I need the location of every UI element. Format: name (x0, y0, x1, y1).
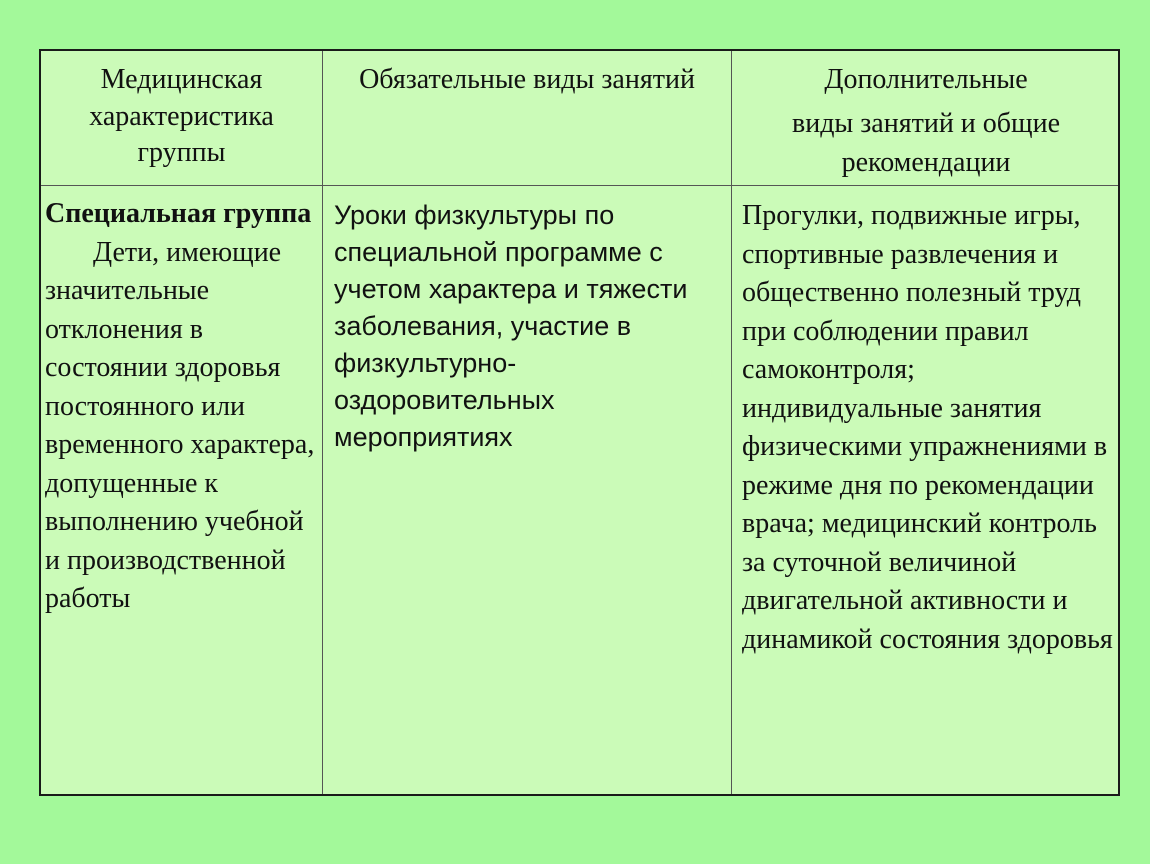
header-col3-line2: виды занятий и общие (791, 108, 1061, 139)
cell-mandatory-activities: Уроки физкультуры по специальной программе с учетом характера и тяжести заболевания, участие в физкультурно-оздоровительных мероприятиях (334, 200, 688, 452)
header-divider (41, 185, 1118, 186)
header-col3-line3: рекомендации (841, 147, 1011, 178)
column-divider-1 (322, 51, 323, 794)
cell-additional-recommendations: Прогулки, подвижные игры, спортивные развлечения и общественно полезный труд при соблюдении правил самоконтроля; индивидуальные занятия физическими упражнениями в режиме дня по рекомендации врача; медицинский контроль за суточной величиной двигательной активности и динамикой состояния здоровья (742, 200, 1113, 655)
group-title: Специальная группа (45, 198, 312, 229)
header-col1-line3: группы (137, 137, 226, 168)
header-additional-activities (732, 61, 1120, 177)
cell-group-characteristic (45, 195, 320, 619)
group-description: Дети, имеющие значительные отклонения в состоянии здоровья постоянного или временного характера, допущенные к выполнению учебной и производственной работы (45, 236, 315, 614)
header-col3-line1: Дополнительные (824, 64, 1028, 95)
activity-table (39, 49, 1120, 796)
header-col1-line1: Медицинская (100, 64, 263, 95)
header-mandatory-activities: Обязательные виды занятий (359, 64, 695, 95)
header-medical-characteristic (41, 61, 322, 171)
header-col1-line2: характеристика (89, 101, 274, 132)
